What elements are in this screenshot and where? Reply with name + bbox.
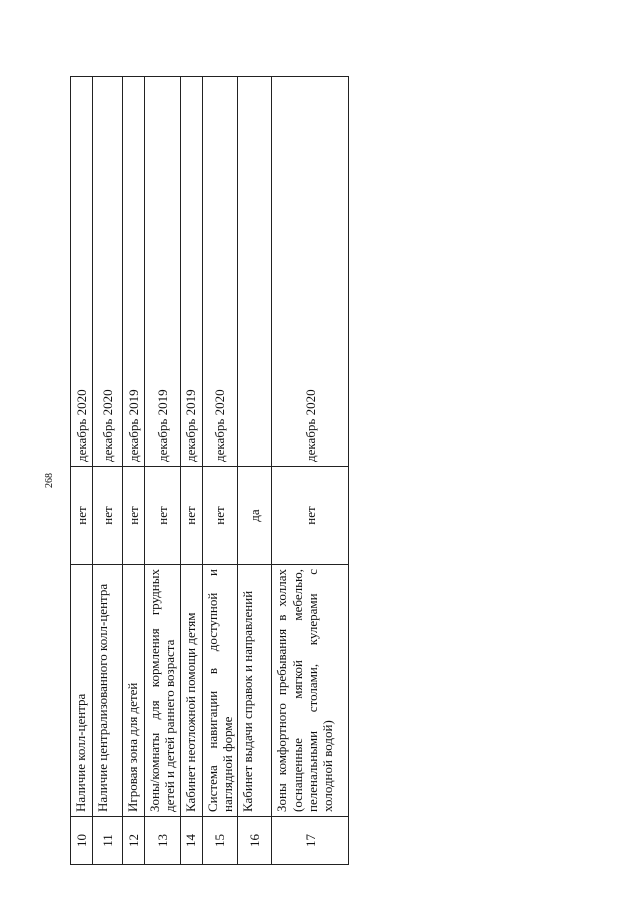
row-number: 15 [202, 817, 238, 865]
row-status: нет [123, 467, 145, 565]
row-number: 14 [180, 817, 202, 865]
row-name: Наличие колл-центра [71, 565, 93, 817]
row-deadline: декабрь 2019 [145, 77, 181, 467]
row-deadline: декабрь 2020 [202, 77, 238, 467]
row-name: Кабинет неотложной помощи детям [180, 565, 202, 817]
row-number: 12 [123, 817, 145, 865]
row-status: нет [202, 467, 238, 565]
page-number: 268 [44, 473, 55, 488]
facilities-table [70, 76, 349, 865]
row-status: нет [71, 467, 93, 565]
row-name: Зоны комфортного пребывания в холлах (оснащенные мягкой мебелью, пеленальными столами, кулерами с холодной водой) [272, 565, 349, 817]
row-number: 16 [238, 817, 272, 865]
row-name: Наличие централизованного колл-центра [93, 565, 123, 817]
table-row [202, 77, 238, 865]
row-name: Игровая зона для детей [123, 565, 145, 817]
row-deadline: декабрь 2020 [93, 77, 123, 467]
table-row [238, 77, 272, 865]
row-deadline: декабрь 2020 [272, 77, 349, 467]
row-number: 11 [93, 817, 123, 865]
row-deadline [238, 77, 272, 467]
row-status: нет [93, 467, 123, 565]
table-row [123, 77, 145, 865]
table-row [272, 77, 349, 865]
row-deadline: декабрь 2020 [71, 77, 93, 467]
rotated-table-wrapper [70, 77, 345, 865]
row-deadline: декабрь 2019 [123, 77, 145, 467]
row-name: Зоны/комнаты для кормления грудных детей и детей раннего возраста [145, 565, 181, 817]
row-status: нет [272, 467, 349, 565]
table-row [93, 77, 123, 865]
row-number: 10 [71, 817, 93, 865]
row-status: нет [145, 467, 181, 565]
row-name: Кабинет выдачи справок и направлений [238, 565, 272, 817]
row-number: 13 [145, 817, 181, 865]
row-status: нет [180, 467, 202, 565]
row-number: 17 [272, 817, 349, 865]
row-name: Система навигации в доступной и наглядной форме [202, 565, 238, 817]
row-status: да [238, 467, 272, 565]
row-deadline: декабрь 2019 [180, 77, 202, 467]
table-row [71, 77, 93, 865]
table-row [180, 77, 202, 865]
table-row [145, 77, 181, 865]
